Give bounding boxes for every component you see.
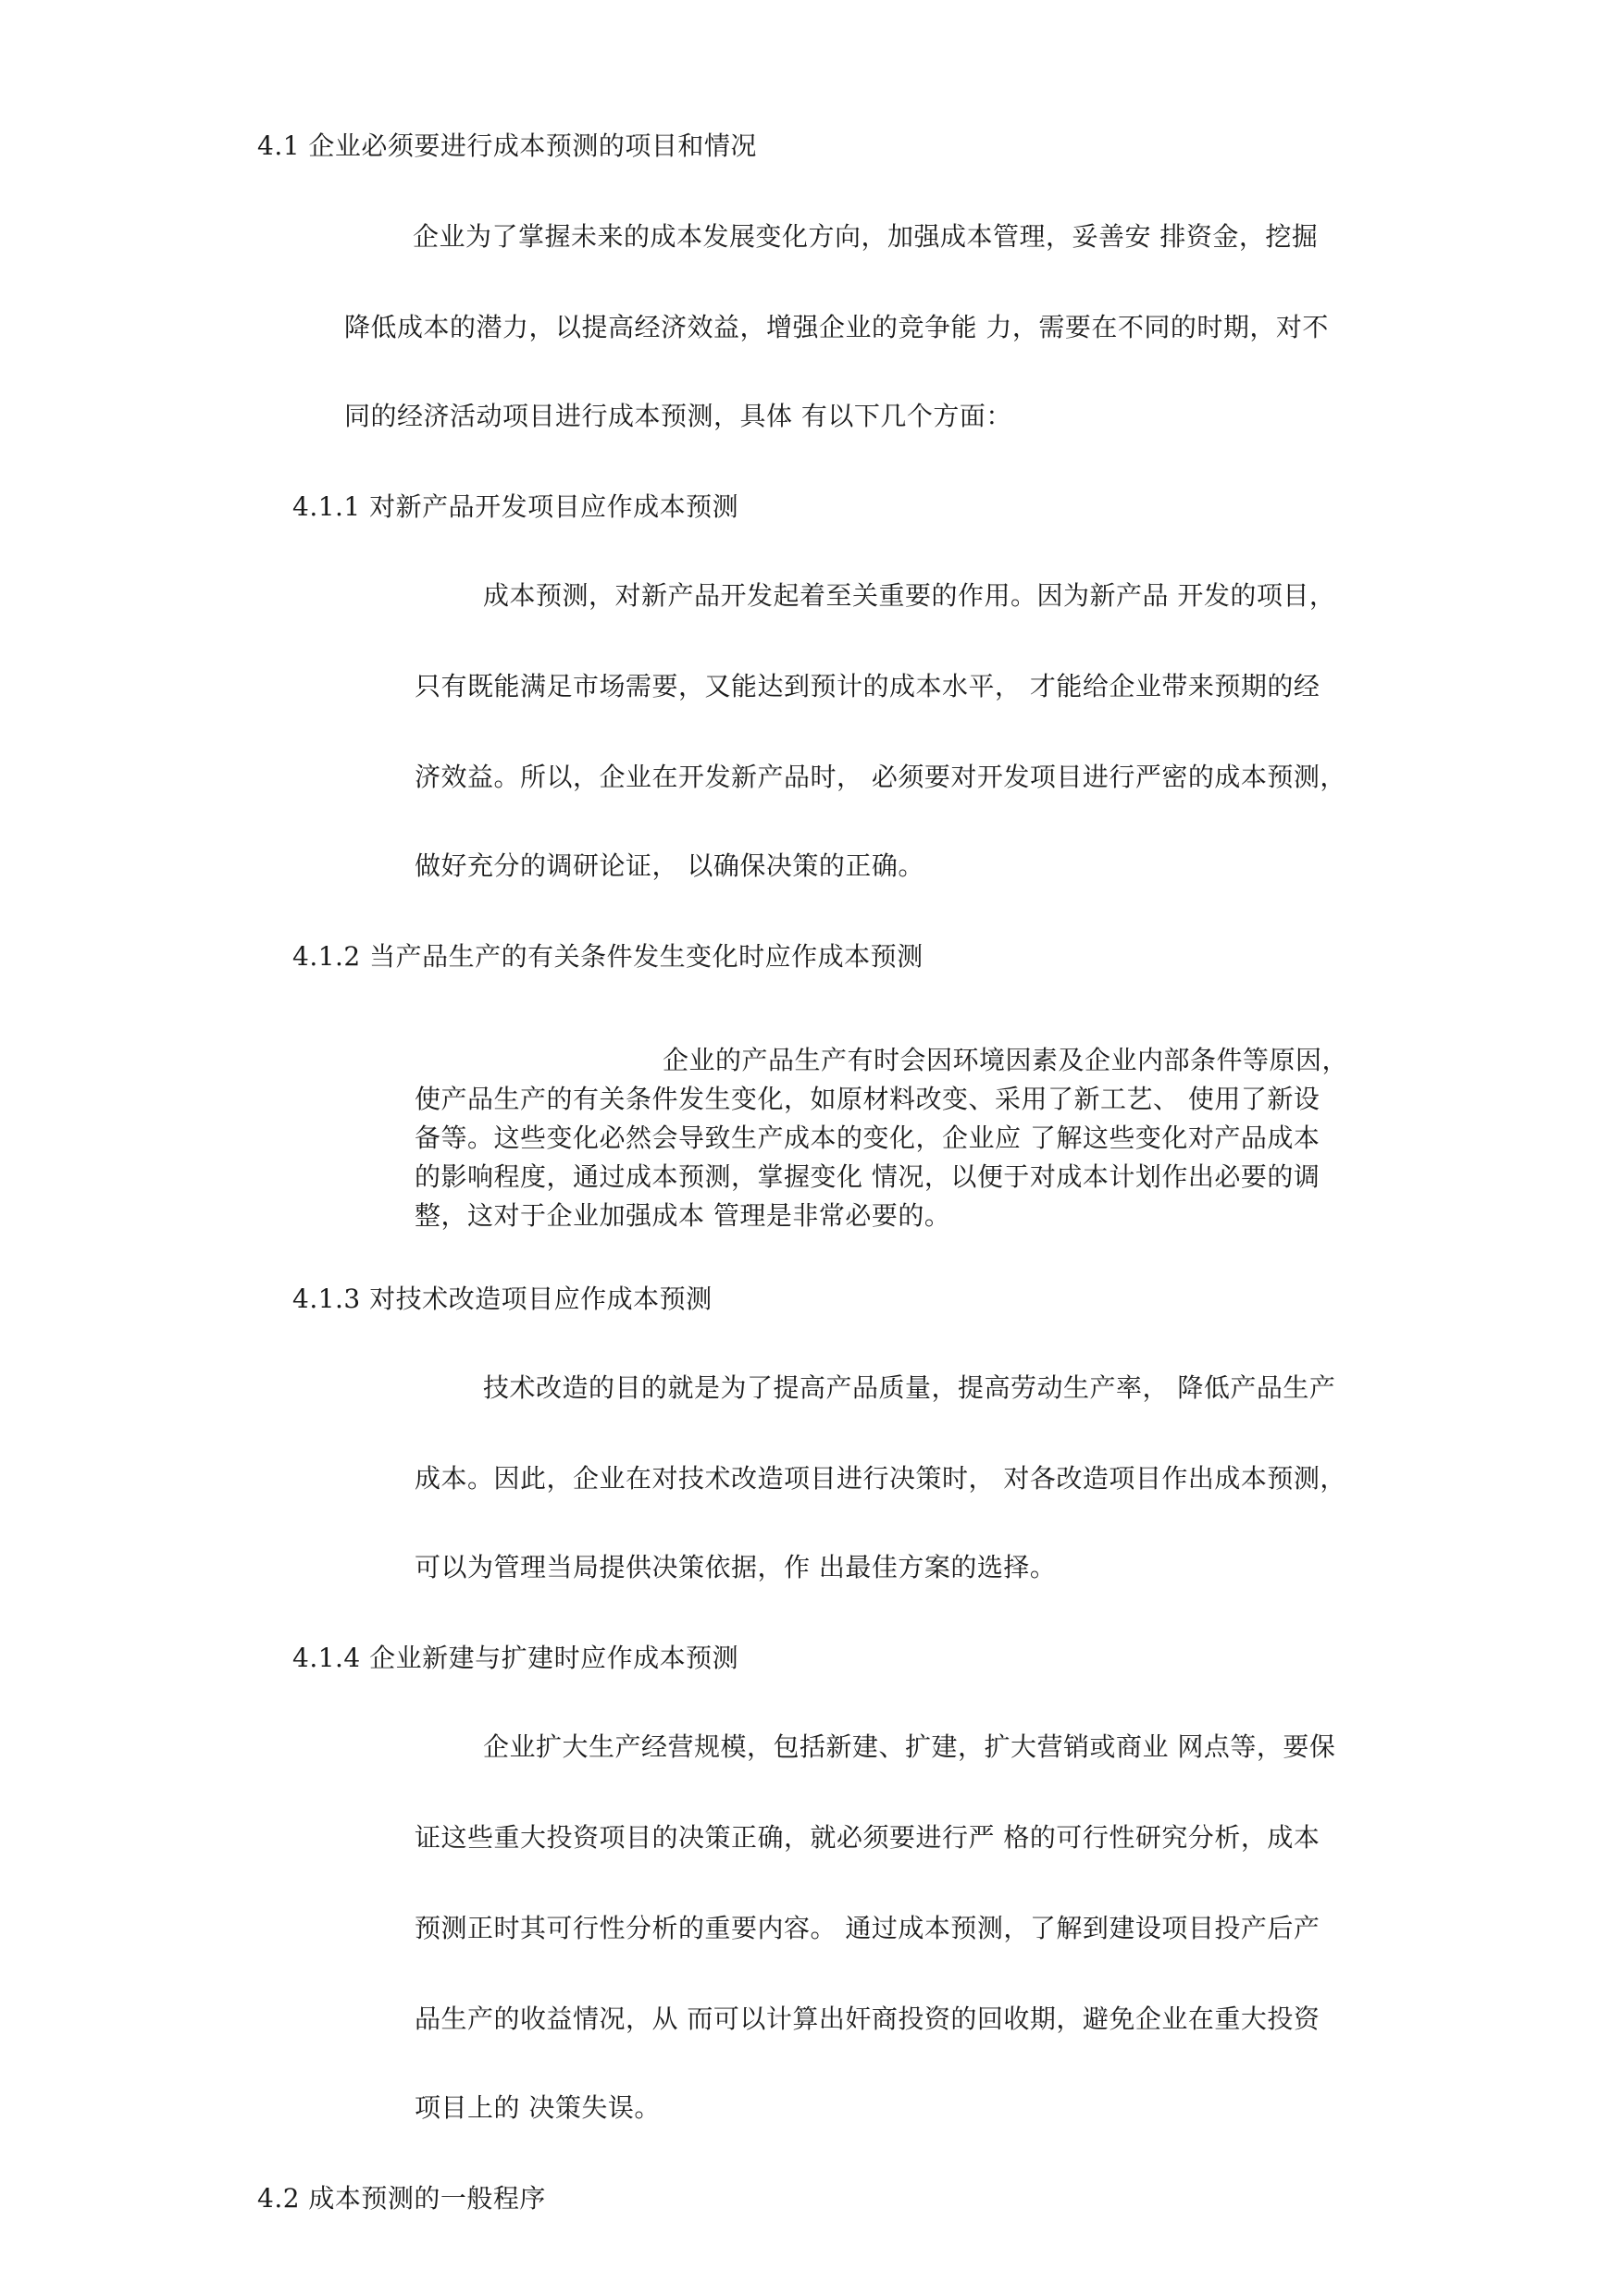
paragraph-line: 企业的产品生产有时会因环境因素及企业内部条件等原因， (663, 1045, 1349, 1075)
paragraph-line: 只有既能满足市场需要，又能达到预计的成本水平， 才能给企业带来预期的经 (415, 671, 1320, 701)
paragraph-line: 的影响程度，通过成本预测，掌握变化 情况，以便于对成本计划作出必要的调 (415, 1161, 1320, 1192)
paragraph-line: 济效益。所以，企业在开发新产品时， 必须要对开发项目进行严密的成本预测， (415, 762, 1346, 792)
paragraph-line: 品生产的收益情况，从 而可以计算出奸商投资的回收期，避免企业在重大投资 (415, 2003, 1320, 2034)
paragraph-line: 使产品生产的有关条件发生变化，如原材料改变、采用了新工艺、 使用了新设 (415, 1084, 1320, 1114)
paragraph-line: 做好充分的调研论证， 以确保决策的正确。 (415, 850, 924, 881)
section-heading-4-1-2: 4.1.2 当产品生产的有关条件发生变化时应作成本预测 (292, 941, 924, 972)
paragraph-line: 技术改造的目的就是为了提高产品质量，提高劳动生产率， 降低产品生产 (483, 1372, 1336, 1403)
paragraph-line: 企业扩大生产经营规模，包括新建、扩建，扩大营销或商业 网点等，要保 (483, 1731, 1336, 1762)
section-heading-4-1-4: 4.1.4 企业新建与扩建时应作成本预测 (292, 1643, 739, 1673)
paragraph-line: 企业为了掌握未来的成本发展变化方向，加强成本管理，妥善安 排资金，挖掘 (413, 221, 1319, 252)
paragraph-line: 降低成本的潜力，以提高经济效益，增强企业的竞争能 力，需要在不同的时期，对不 (344, 312, 1329, 342)
paragraph-line: 成本预测，对新产品开发起着至关重要的作用。因为新产品 开发的项目， (483, 580, 1336, 611)
section-heading-4-1-1: 4.1.1 对新产品开发项目应作成本预测 (292, 491, 739, 522)
paragraph-line: 同的经济活动项目进行成本预测，具体 有以下几个方面： (344, 401, 1012, 431)
section-heading-4-1: 4.1 企业必须要进行成本预测的项目和情况 (257, 130, 757, 161)
section-heading-4-2: 4.2 成本预测的一般程序 (257, 2183, 546, 2214)
paragraph-line: 可以为管理当局提供决策依据，作 出最佳方案的选择。 (415, 1552, 1057, 1582)
paragraph-line: 成本。因此，企业在对技术改造项目进行决策时， 对各改造项目作出成本预测， (415, 1463, 1346, 1494)
paragraph-line: 证这些重大投资项目的决策正确，就必须要进行严 格的可行性研究分析，成本 (415, 1822, 1320, 1853)
paragraph-line: 预测正时其可行性分析的重要内容。 通过成本预测，了解到建设项目投产后产 (415, 1913, 1320, 1943)
section-heading-4-1-3: 4.1.3 对技术改造项目应作成本预测 (292, 1284, 713, 1314)
paragraph-line: 项目上的 决策失误。 (415, 2092, 661, 2123)
paragraph-line: 备等。这些变化必然会导致生产成本的变化，企业应 了解这些变化对产品成本 (415, 1123, 1320, 1153)
paragraph-line: 整，这对于企业加强成本 管理是非常必要的。 (415, 1200, 951, 1231)
